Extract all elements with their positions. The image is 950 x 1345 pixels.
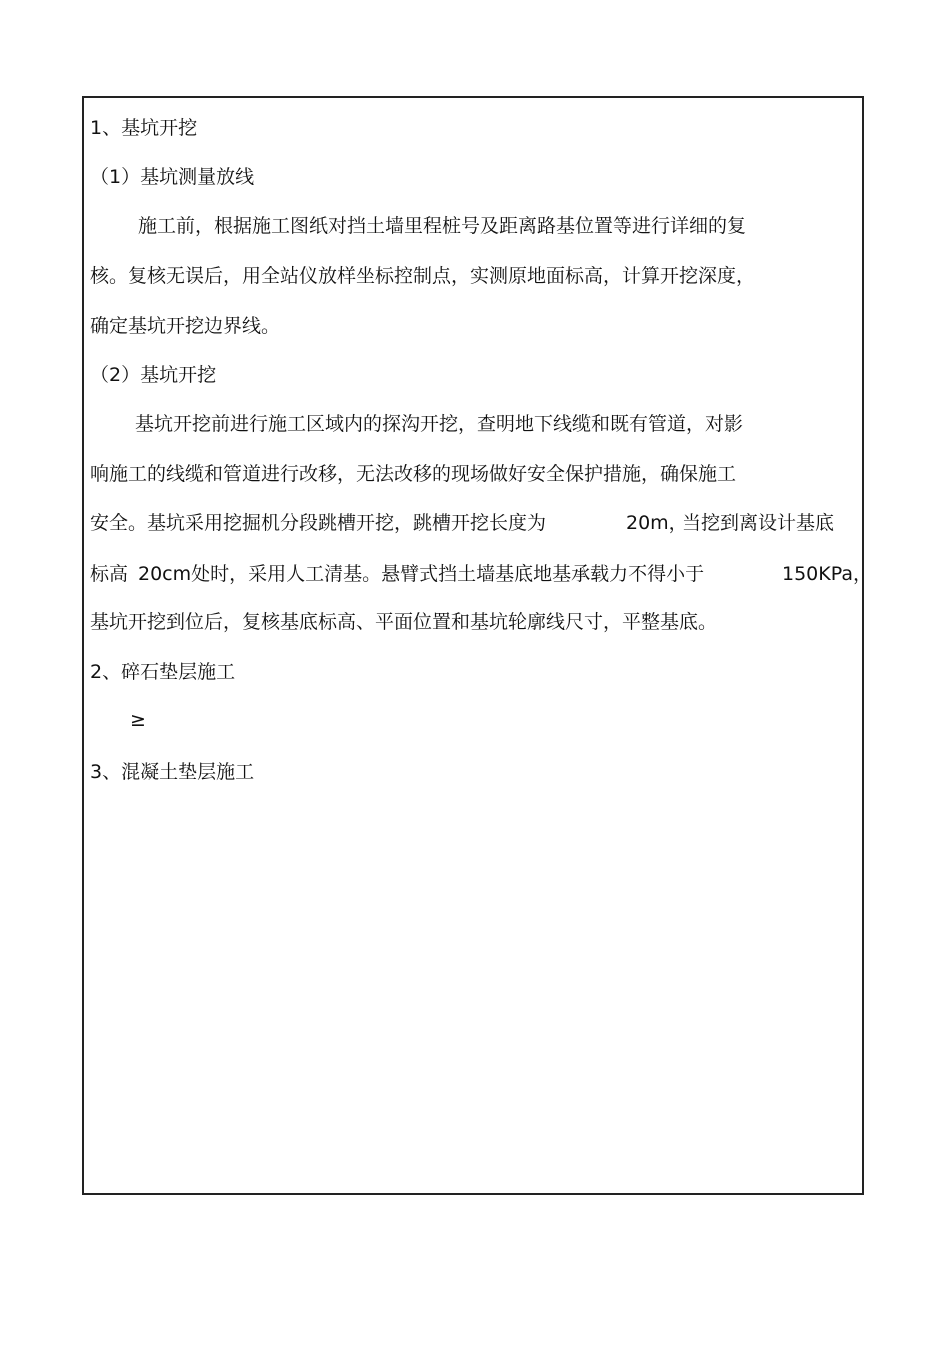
subsection-heading-2: （2）基坑开挖 [90,364,217,386]
paragraph-2-line-3-text-a: 安全。基坑采用挖掘机分段跳槽开挖，跳槽开挖长度为 [90,512,547,534]
section-heading-1: 1、基坑开挖 [90,117,198,139]
paragraph-2-line-3 [90,511,870,535]
paragraph-2-line-1: 基坑开挖前进行施工区域内的探沟开挖，查明地下线缆和既有管道，对影 [135,413,744,435]
paragraph-1-line-1: 施工前，根据施工图纸对挡土墙里程桩号及距离路基位置等进行详细的复 [138,215,747,237]
paragraph-2-line-3-text-b: 当挖到离设计基底 [682,512,835,534]
paragraph-2-line-2: 响施工的线缆和管道进行改移，无法改移的现场做好安全保护措施，确保施工 [90,463,737,485]
paragraph-1-line-3: 确定基坑开挖边界线。 [90,315,281,337]
paragraph-2-line-4 [90,562,870,586]
section-heading-2: 2、碎石垫层施工 [90,661,236,683]
paragraph-2-line-4-text-a: 标高 [90,563,129,585]
section-heading-3: 3、混凝土垫层施工 [90,761,255,783]
paragraph-2-line-5: 基坑开挖到位后，复核基底标高、平面位置和基坑轮廓线尺寸，平整基底。 [90,611,718,633]
paragraph-1-line-2: 核。复核无误后，用全站仪放样坐标控制点，实测原地面标高，计算开挖深度， [90,265,756,287]
document-table-cell [82,96,864,1195]
paragraph-2-line-4-text-b: 20cm处时，采用人工清基。悬臂式挡土墙基底地基承载力不得小于 [138,563,705,585]
geq-symbol: ≥ [130,709,146,731]
paragraph-2-line-4-value: 150KPa， [782,563,872,585]
subsection-heading-1: （1）基坑测量放线 [90,166,255,188]
paragraph-2-line-3-value: 20m， [626,512,688,534]
